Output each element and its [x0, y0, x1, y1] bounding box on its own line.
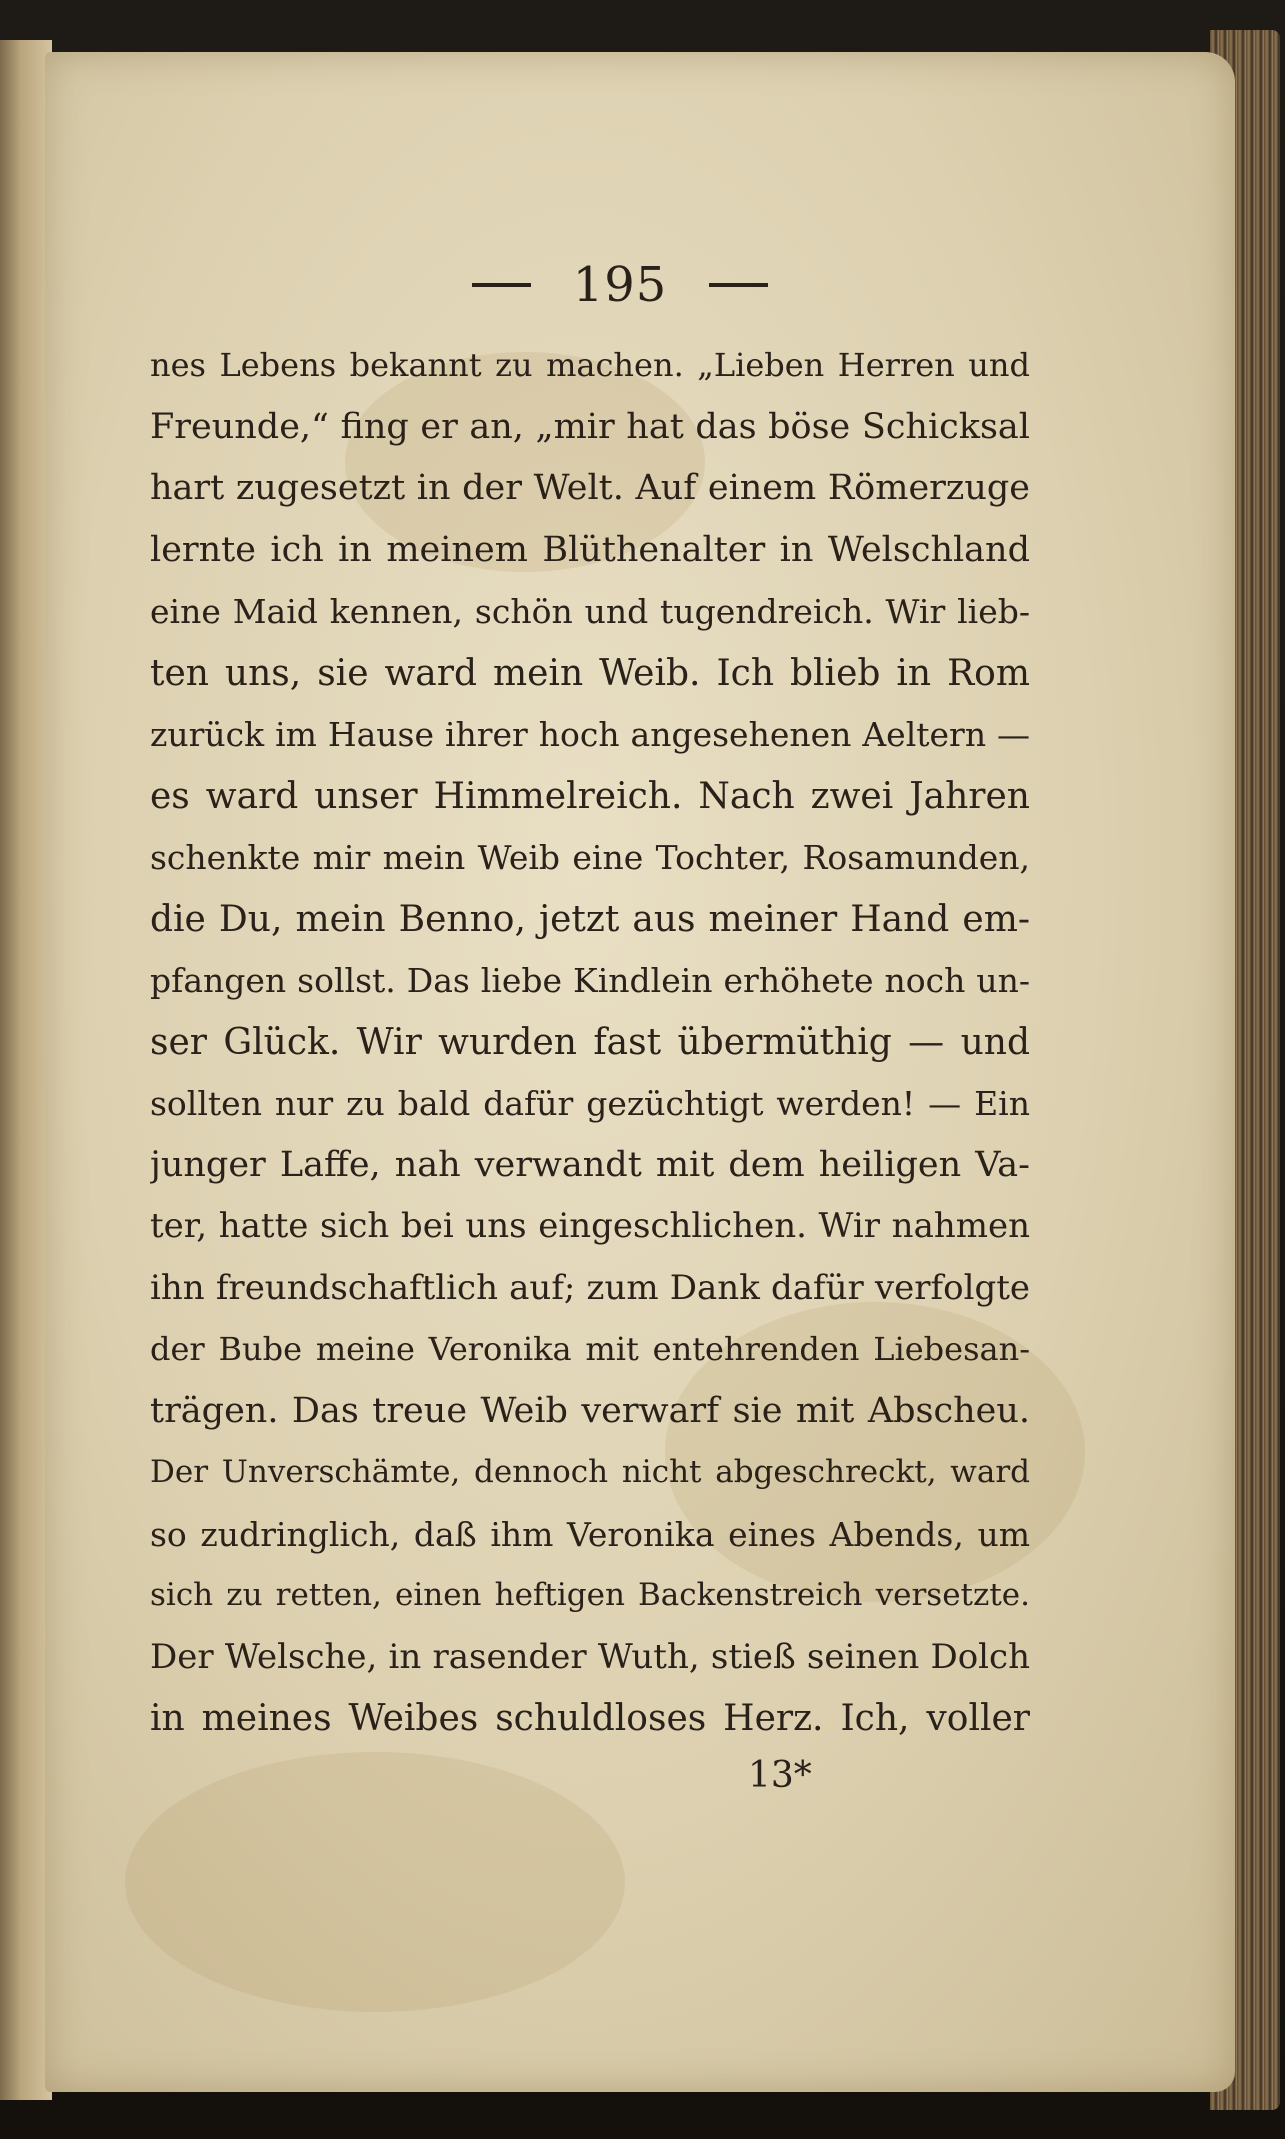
paper-stain [125, 1752, 625, 2012]
page-number: 195 [572, 257, 668, 313]
text-line: schenkte mir mein Weib eine Tochter, Rosamunden, [150, 838, 1030, 877]
header-rule-left [472, 283, 531, 287]
text-line: lernte ich in meinem Blüthenalter in Welschland [150, 529, 1030, 570]
text-line: eine Maid kennen, schön und tugendreich. Wir lieb- [150, 592, 1030, 631]
text-line: pfangen sollst. Das liebe Kindlein erhöhete noch un- [150, 961, 1030, 1000]
text-line: Der Unverschämte, dennoch nicht abgeschreckt, ward [150, 1454, 1030, 1490]
text-line: hart zugesetzt in der Welt. Auf einem Römerzuge [150, 468, 1030, 508]
text-line: trägen. Das treue Weib verwarf sie mit Abscheu. [150, 1390, 1030, 1431]
body-text [150, 335, 1030, 1750]
text-line: ser Glück. Wir wurden fast übermüthig — und [150, 1021, 1030, 1063]
text-line: es ward unser Himmelreich. Nach zwei Jahren [150, 775, 1030, 817]
text-line: sich zu retten, einen heftigen Backenstreich versetzte. [150, 1577, 1030, 1613]
page-header [430, 250, 810, 320]
text-line: sollten nur zu bald dafür gezüchtigt werden! — Ein [150, 1084, 1030, 1123]
text-line: ten uns, sie ward mein Weib. Ich blieb in Rom [150, 652, 1030, 694]
text-line: zurück im Hause ihrer hoch angesehenen Aeltern — [150, 715, 1030, 754]
text-line: Der Welsche, in rasender Wuth, stieß seinen Dolch [150, 1636, 1030, 1677]
header-rule-right [709, 283, 768, 287]
text-line: ihn freundschaftlich auf; zum Dank dafür verfolgte [150, 1267, 1030, 1308]
text-line: so zudringlich, daß ihm Veronika eines Abends, um [150, 1514, 1030, 1554]
text-line: Freunde,“ fing er an, „mir hat das böse Schicksal [150, 406, 1030, 447]
text-line: in meines Weibes schuldloses Herz. Ich, voller [150, 1698, 1030, 1739]
text-line: ter, hatte sich bei uns eingeschlichen. Wir nahmen [150, 1206, 1030, 1246]
signature-mark: 13* [748, 1755, 812, 1796]
text-line: die Du, mein Benno, jetzt aus meiner Hand em- [150, 898, 1030, 940]
text-line: der Bube meine Veronika mit entehrenden Liebesan- [150, 1330, 1030, 1368]
text-line: nes Lebens bekannt zu machen. „Lieben Herren und [150, 346, 1030, 384]
text-line: junger Laffe, nah verwandt mit dem heiligen Va- [150, 1144, 1030, 1185]
